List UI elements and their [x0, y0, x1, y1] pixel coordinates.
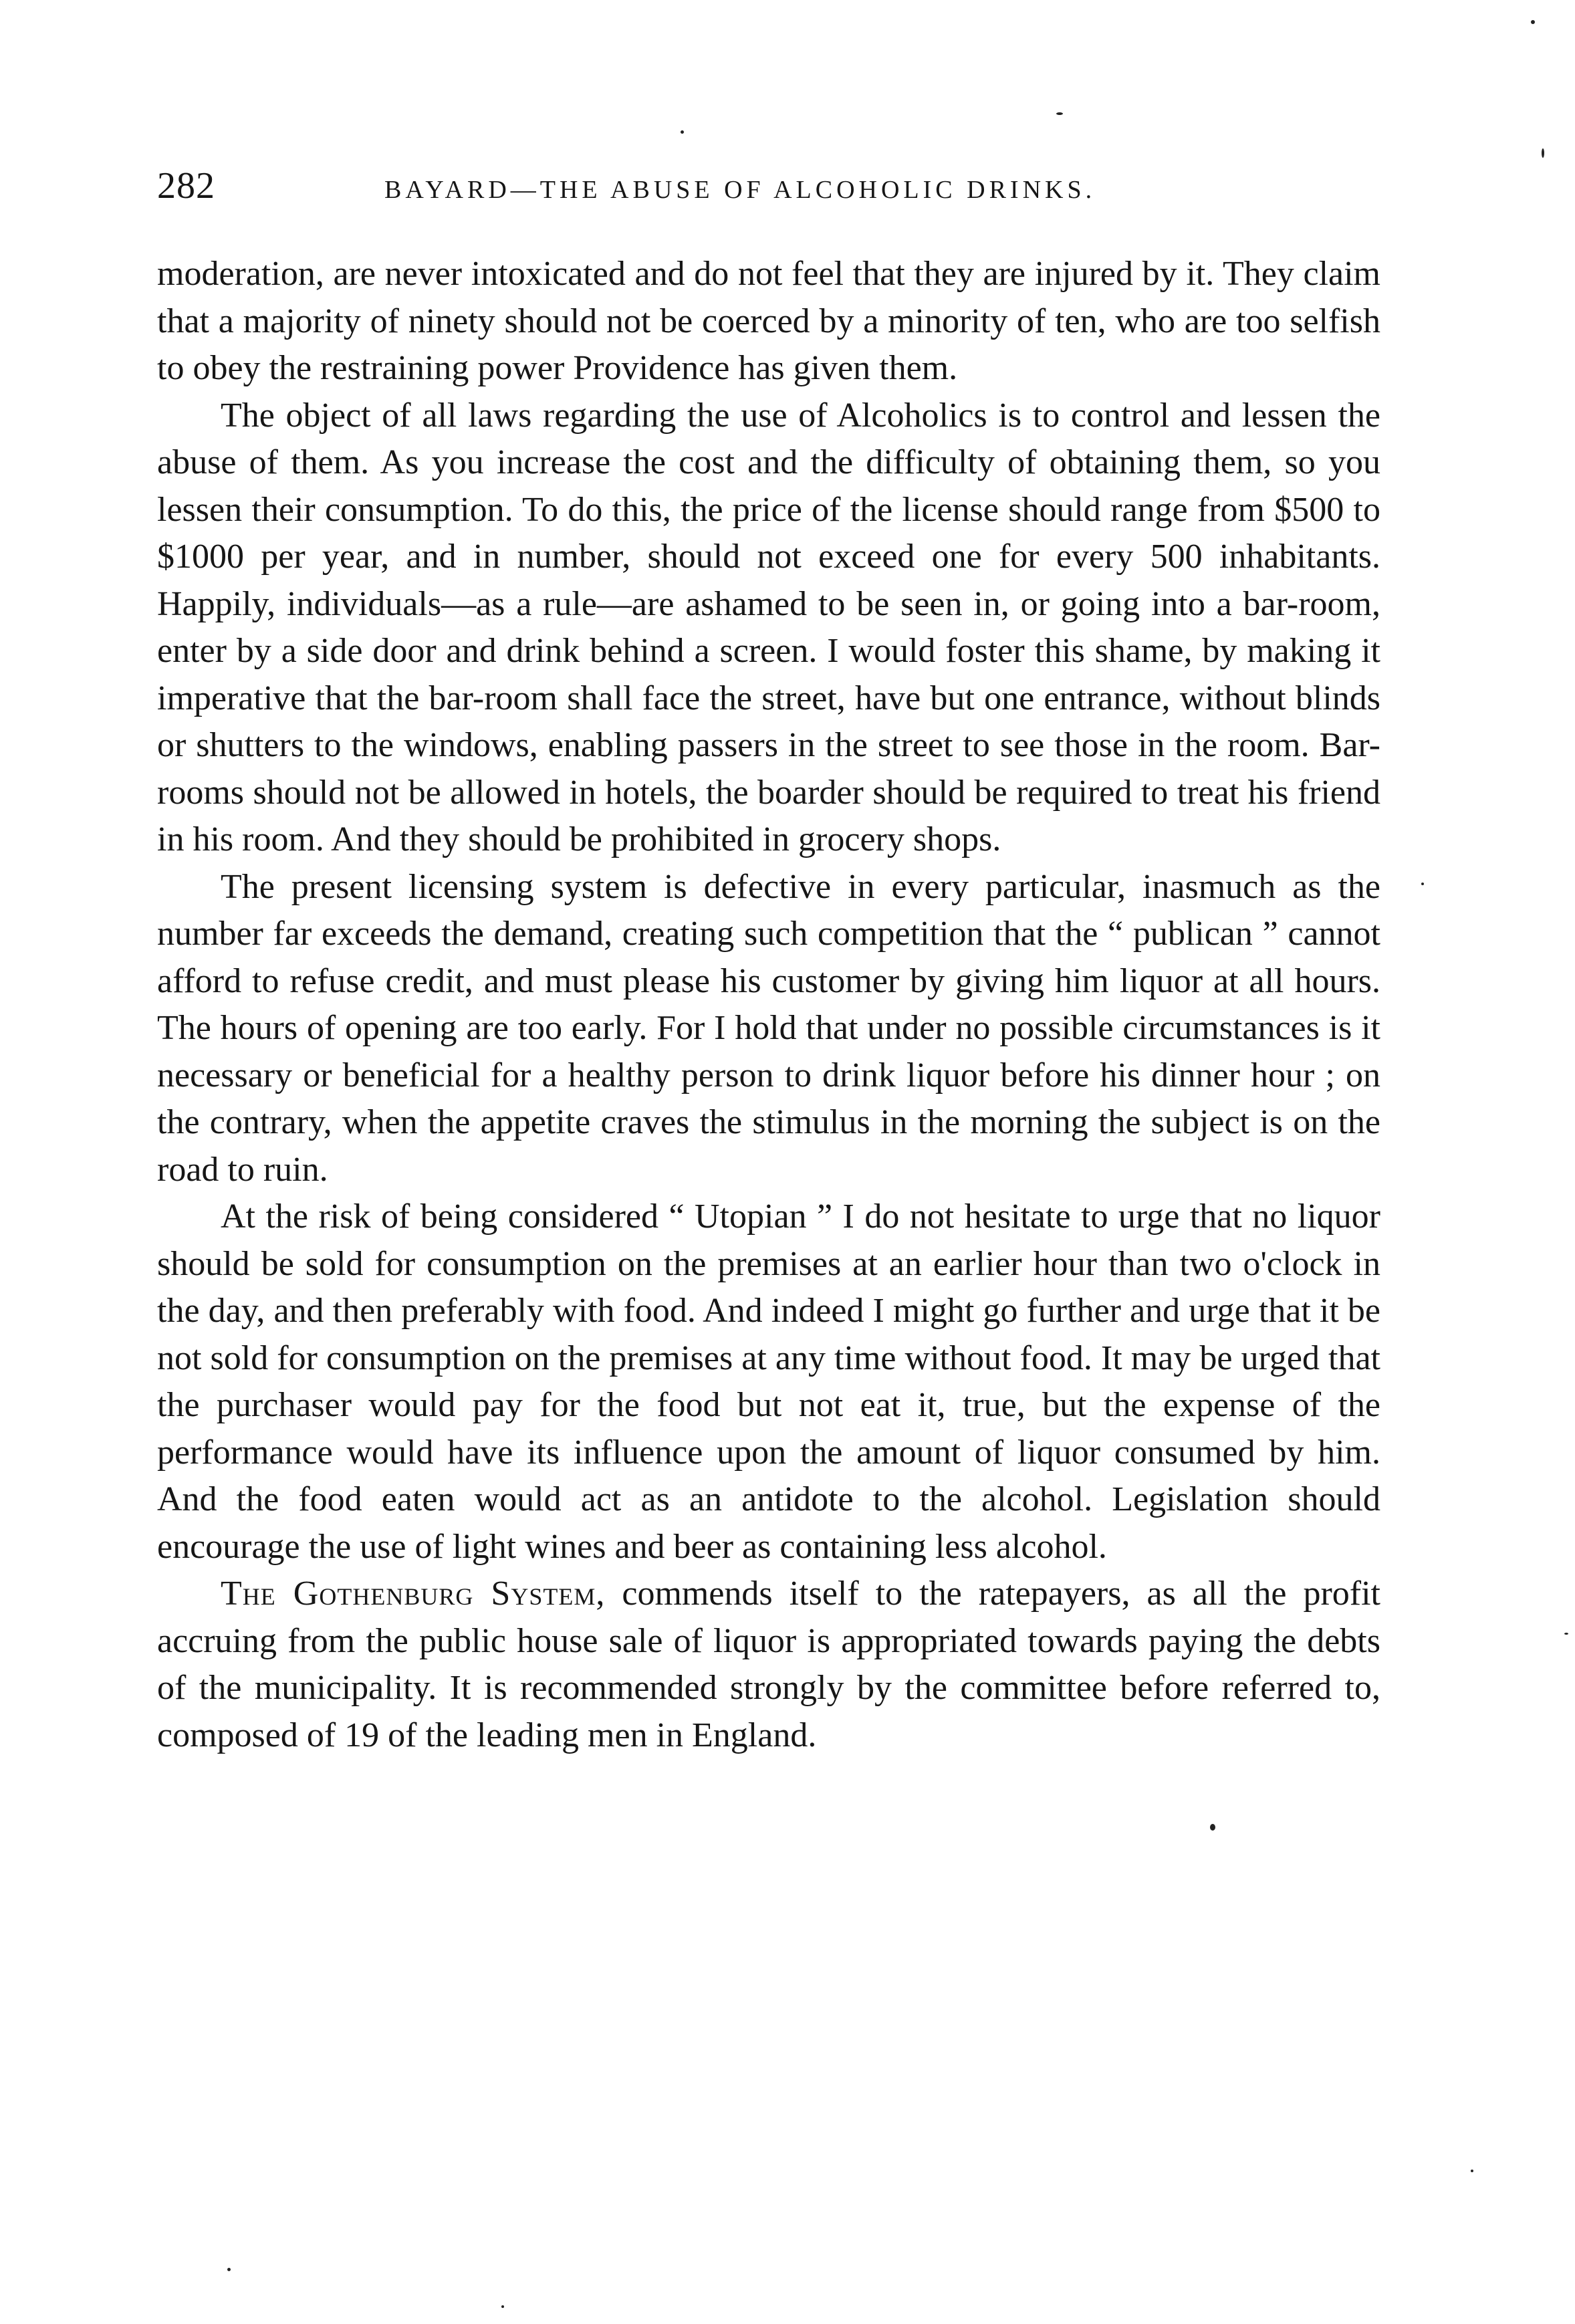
scan-speck [227, 2268, 231, 2271]
paragraph-3: The present licensing system is defective in every particular, inasmuch as the number far exceeds the demand, creating such competition that the “ publican ” cannot afford to refuse credit, and must please his customer by giving him liquor at all hours. The hours of opening are too early. For I hold that under no possible circumstances is it necessary or beneficial for a healthy person to drink liquor before his dinner hour ; on the contrary, when the appetite craves the stimulus in the morning the subject is on the road to ruin. [157, 867, 1380, 1189]
page-number: 282 [157, 165, 215, 207]
scan-speck [1471, 2170, 1473, 2172]
scan-speck [1531, 20, 1535, 24]
scan-speck [1210, 1824, 1215, 1831]
scan-speck [501, 2305, 504, 2308]
scan-speck [1056, 112, 1063, 115]
paragraph-2: The object of all laws regarding the use of Alcoholics is to control and lessen the abuse of them. As you increase the cost and the difficulty of obtaining them, so you lessen their consumption. To do this, the price of the license should range from $500 to $1000 per year, and in number, should not exceed one for every 500 inhabitants. Happily, individuals—as a rule—are ashamed to be seen in, or going into a bar-room, enter by a side door and drink behind a screen. I would foster this shame, by making it imperative that the bar-room shall face the street, have but one entrance, without blinds or shutters to the windows, enabling passers in the street to see those in the room. Bar-rooms should not be allowed in hotels, the boarder should be required to treat his friend in his room. And they should be prohibited in grocery shops. [157, 396, 1380, 858]
running-head: BAYARD—THE ABUSE OF ALCOHOLIC DRINKS. [384, 176, 1096, 204]
page-header [157, 166, 1374, 219]
paragraph-5 [157, 1571, 1380, 1759]
scan-speck [1564, 1633, 1568, 1635]
paragraph-5-text: commends itself to the ratepayers, as all the profit accruing from the public house sale of liquor is appropriated towards paying the debts of the municipality. It is recommended strongly by the committee before referred to, composed of 19 of the leading men in England. [157, 1575, 1380, 1754]
scan-speck [1421, 883, 1424, 885]
scan-speck [681, 130, 684, 134]
paragraph-1: moderation, are never intoxicated and do not feel that they are injured by it. They claim that a majority of ninety should not be coerced by a minority of ten, who are too selfish to obey the restraining power Providence has given them. [157, 255, 1380, 387]
gothenburg-system-heading: The Gothenburg System, [221, 1575, 606, 1613]
scan-speck [1542, 148, 1544, 158]
body-text [157, 251, 1380, 1759]
paragraph-4: At the risk of being considered “ Utopian ” I do not hesitate to urge that no liquor should be sold for consumption on the premises at an earlier hour than two o'clock in the day, and then preferably with food. And indeed I might go further and urge that it be not sold for consumption on the premises at any time without food. It may be urged that the purchaser would pay for the food but not eat it, true, but the expense of the performance would have its influence upon the amount of liquor consumed by him. And the food eaten would act as an antidote to the alcohol. Legislation should encourage the use of light wines and beer as containing less alcohol. [157, 1197, 1380, 1566]
